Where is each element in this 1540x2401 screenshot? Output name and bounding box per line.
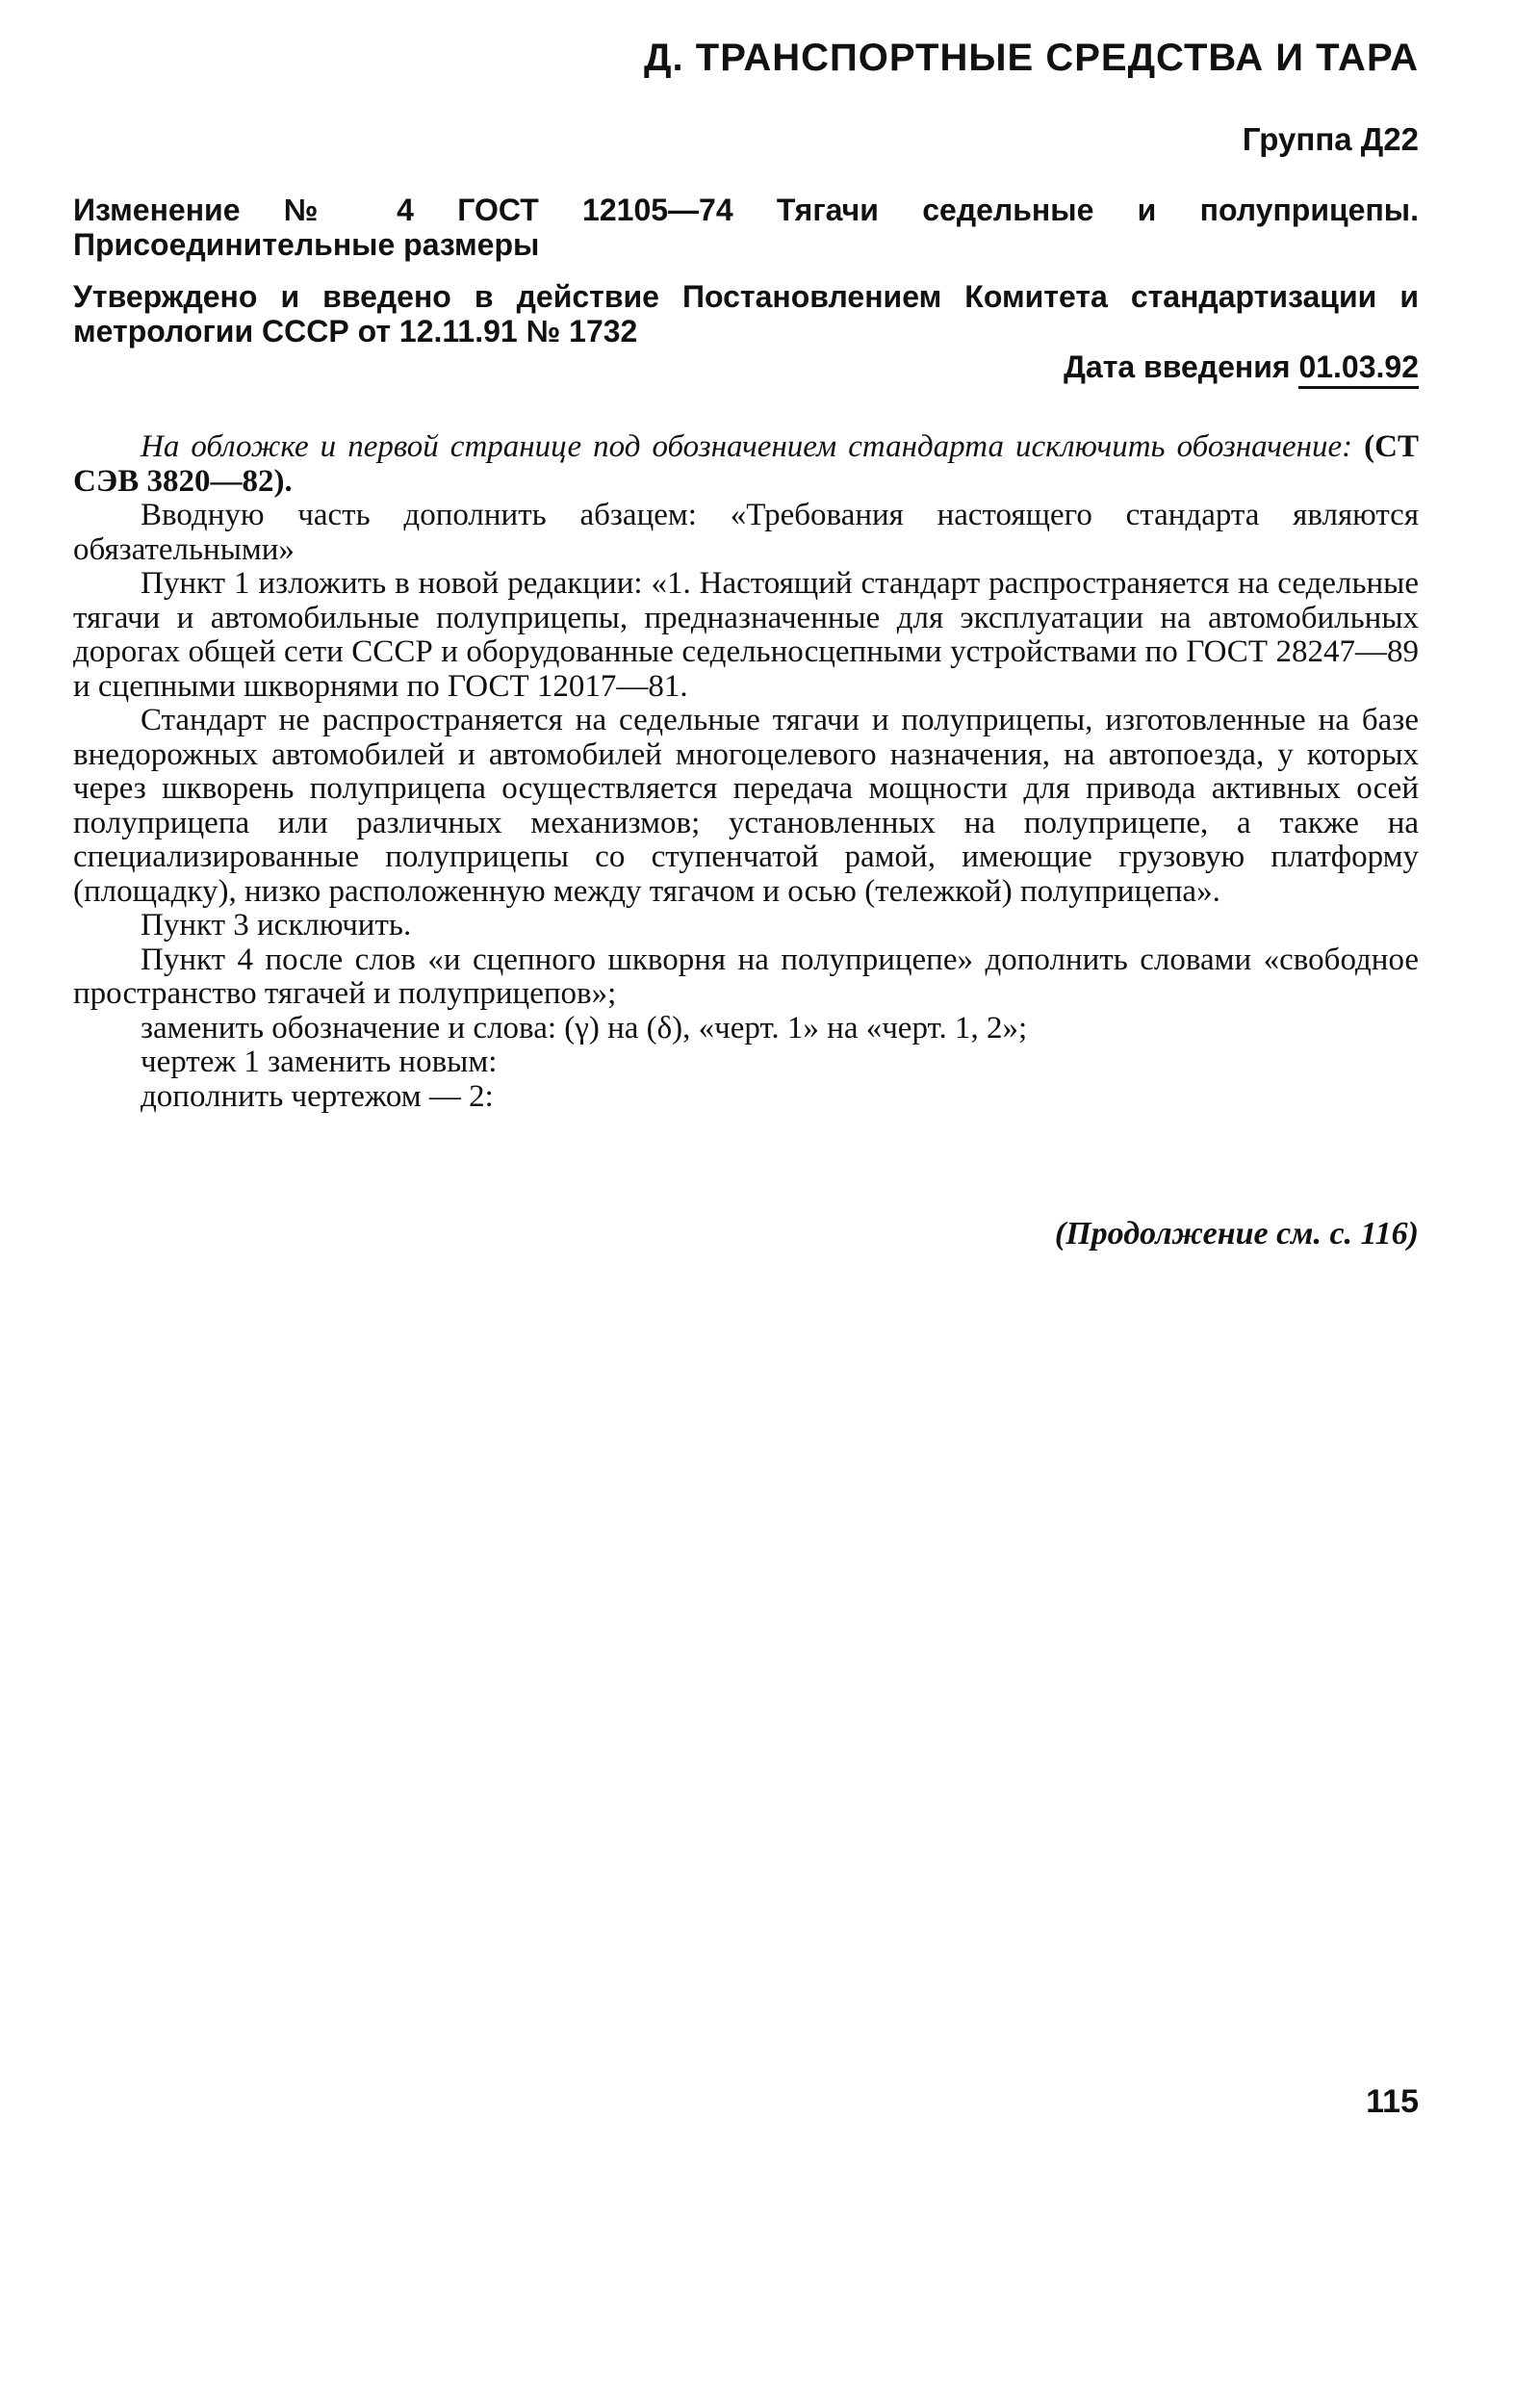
paragraph-1 — [73, 430, 1419, 499]
paragraph-1-designation: (СТ СЭВ 3820—82). — [73, 429, 1420, 499]
paragraph-1-text: На обложке и первой странице под обозначением стандарта исключить обозначение: — [141, 429, 1353, 464]
paragraph-2: Вводную часть дополнить абзацем: «Требования настоящего стандарта являются обязательными» — [73, 498, 1419, 567]
continuation-note: (Продолжение см. с. 116) — [1054, 1216, 1419, 1252]
effective-date-value: 01.03.92 — [1298, 349, 1419, 389]
paragraph-5: Пункт 3 исключить. — [141, 908, 412, 942]
page-number: 115 — [1366, 2083, 1419, 2120]
paragraph-3: Пункт 1 изложить в новой редакции: «1. Настоящий стандарт распространяется на седельные тягачи и автомобильные полуприцепы, предназначенные для эксплуатации на автомобильных дорогах общей сети СССР и оборудованные седельносцепными устройствами по ГОСТ 28247—89 и сцепными шкворнями по ГОСТ 12017—81. — [73, 566, 1419, 704]
effective-date — [1064, 349, 1419, 385]
paragraph-4: Стандарт не распространяется на седельные тягачи и полуприцепы, изготовленные на базе внедорожных автомобилей и автомобилей многоцелевого назначения, на автопоезда, у которых через шкворень полуприцепа осуществляется передача мощности для привода активных осей полуприцепа или различных механизмов; установленных на полуприцепе, а также на специализированные полуприцепы со ступенчатой рамой, имеющие грузовую платформу (площадку), низко расположенную между тягачом и осью (тележкой) полуприцепа». — [73, 703, 1419, 909]
section-title: Д. ТРАНСПОРТНЫЕ СРЕДСТВА И ТАРА — [644, 37, 1419, 79]
amendment-body — [73, 430, 1419, 1114]
paragraph-6: Пункт 4 после слов «и сцепного шкворня на полуприцепе» дополнить словами «свободное пространство тягачей и полуприцепов»; — [73, 942, 1419, 1011]
approval-statement: Утверждено и введено в действие Постановлением Комитета стандартизации и метрологии СССР от 12.11.91 № 1732 — [73, 279, 1419, 349]
group-code: Группа Д22 — [1242, 121, 1419, 157]
paragraph-8: чертеж 1 заменить новым: — [141, 1045, 498, 1079]
amendment-title: Изменение № 4 ГОСТ 12105—74 Тягачи седельные и полуприцепы. Присоединительные размеры — [73, 193, 1419, 262]
paragraph-9: дополнить чертежом — 2: — [141, 1078, 494, 1114]
document-page — [73, 0, 1419, 2401]
paragraph-7: заменить обозначение и слова: (γ) на (δ), «черт. 1» на «черт. 1, 2»; — [141, 1010, 1028, 1046]
effective-date-label: Дата введения — [1064, 349, 1291, 384]
